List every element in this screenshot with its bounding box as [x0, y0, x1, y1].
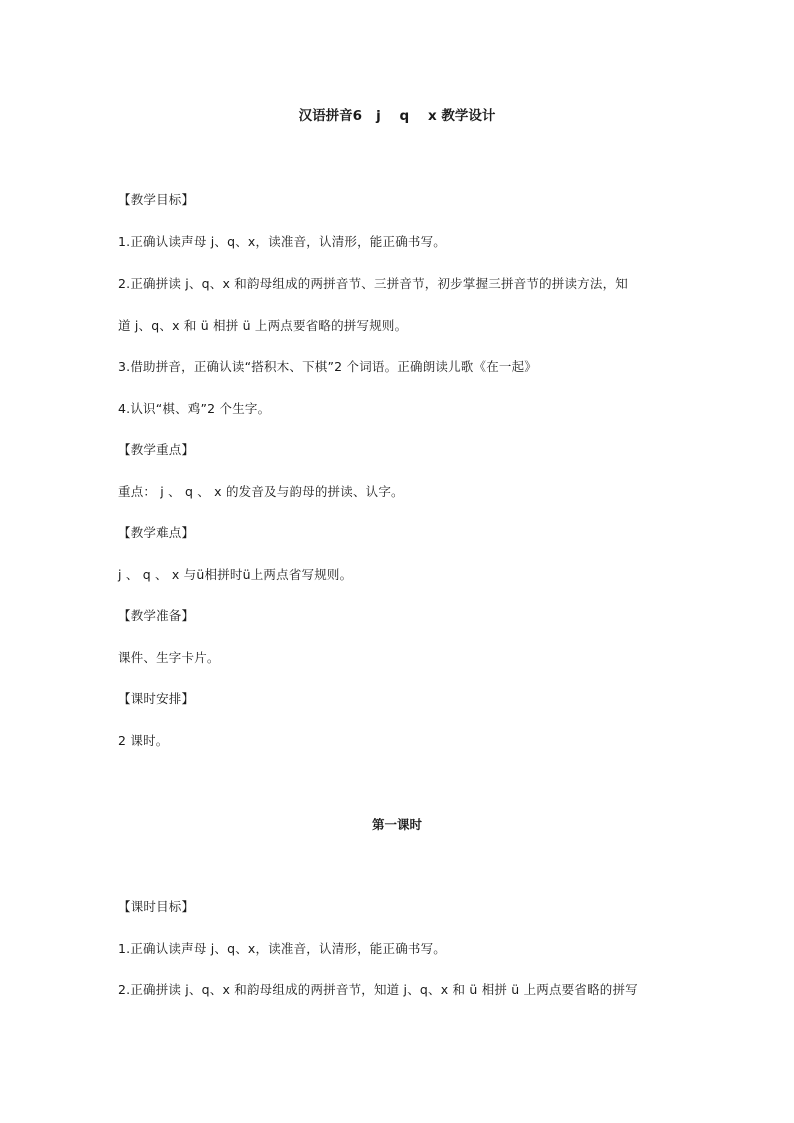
key-points-text: 重点： j 、 q 、 x 的发音及与韵母的拼读、认字。 — [118, 484, 404, 499]
preparation-text: 课件、生字卡片。 — [118, 650, 220, 665]
goal-item-1: 1.正确认读声母 j、q、x，读准音，认清形，能正确书写。 — [118, 234, 447, 249]
section-title: 第一课时 — [371, 817, 422, 832]
heading-key-points: 【教学重点】 — [118, 442, 195, 457]
schedule-text: 2 课时。 — [118, 733, 169, 748]
lesson-goal-item-2: 2.正确拼读 j、q、x 和韵母组成的两拼音节，知道 j、q、x 和 ü 相拼 ü 上两点要省略的拼写 — [118, 982, 638, 997]
heading-lesson-goals: 【课时目标】 — [118, 899, 195, 914]
document-title: 汉语拼音6 j q x 教学设计 — [298, 108, 496, 124]
difficulties-text: j 、 q 、 x 与ü相拼时ü上两点省写规则。 — [118, 567, 353, 582]
goal-item-4: 4.认识“棋、鸡”2 个生字。 — [118, 401, 271, 416]
goal-item-2-line-2: 道 j、q、x 和 ü 相拼 ü 上两点要省略的拼写规则。 — [118, 318, 408, 333]
goal-item-3: 3.借助拼音，正确认读“搭积木、下棋”2 个词语。正确朗读儿歌《在一起》 — [118, 359, 538, 374]
heading-preparation: 【教学准备】 — [118, 608, 195, 623]
heading-schedule: 【课时安排】 — [118, 691, 195, 706]
goal-item-2-line-1: 2.正确拼读 j、q、x 和韵母组成的两拼音节、三拼音节，初步掌握三拼音节的拼读方法，知 — [118, 276, 628, 291]
lesson-goal-item-1: 1.正确认读声母 j、q、x，读准音，认清形，能正确书写。 — [118, 941, 447, 956]
heading-difficulties: 【教学难点】 — [118, 525, 195, 540]
heading-teaching-goals: 【教学目标】 — [118, 192, 195, 207]
